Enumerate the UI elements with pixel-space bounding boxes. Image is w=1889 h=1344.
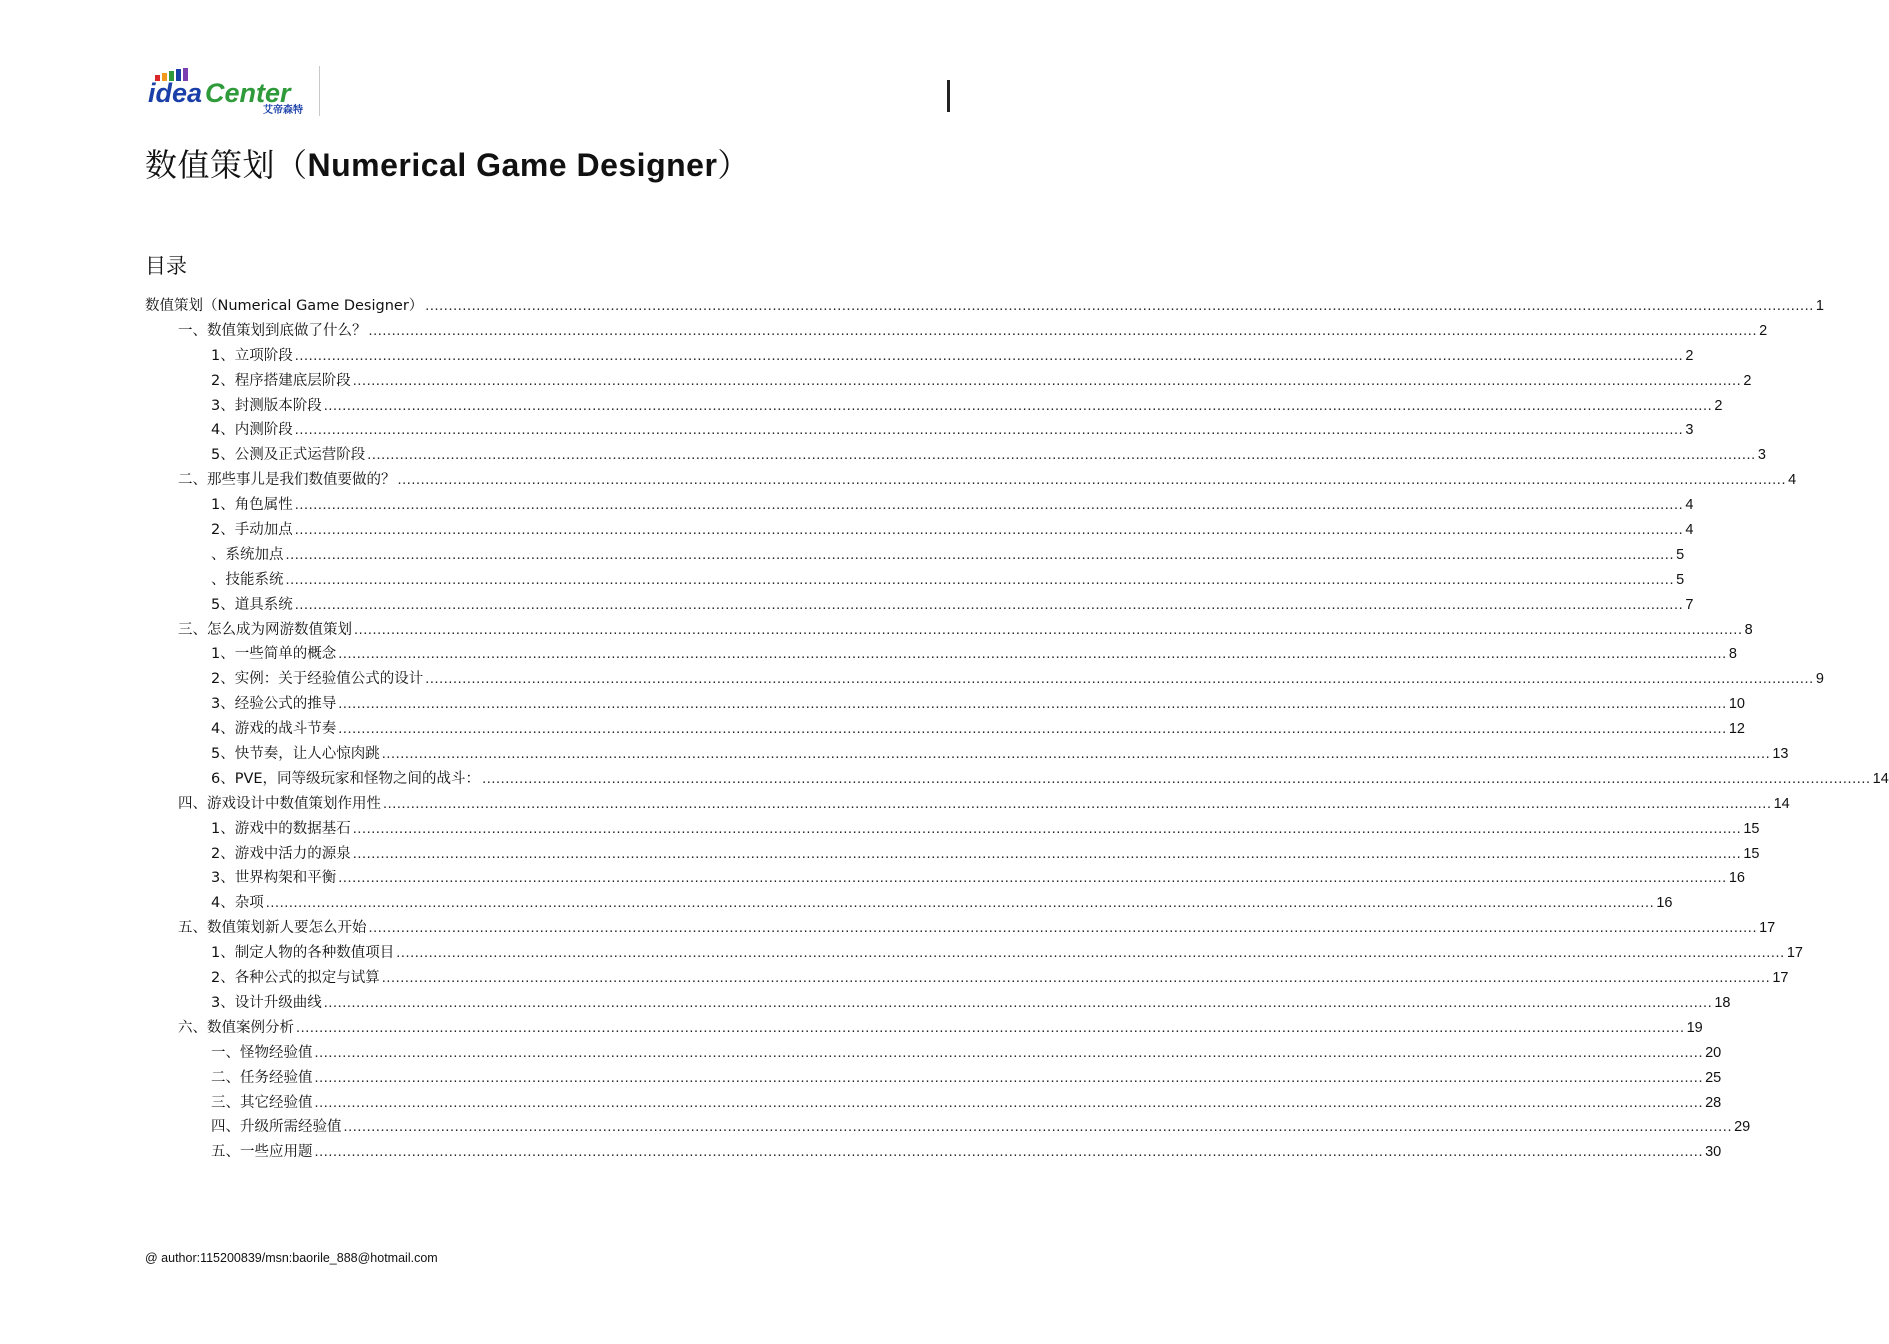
toc-entry-label: 5、道具系统: [211, 596, 293, 613]
toc-leader-dots: ............................................................................................................................................................................................................................................................................................................: [323, 397, 1713, 414]
title-close: ）: [717, 146, 750, 184]
toc-entry-page: 14: [1773, 795, 1790, 812]
toc-entry[interactable]: [145, 618, 1753, 643]
toc-leader-dots: ............................................................................................................................................................................................................................................................................................................: [381, 970, 1771, 987]
toc-leader-dots: ............................................................................................................................................................................................................................................................................................................: [368, 920, 1758, 937]
title-cn: 数值策划（: [145, 146, 308, 184]
toc-leader-dots: ............................................................................................................................................................................................................................................................................................................: [354, 621, 1743, 638]
toc-entry[interactable]: [145, 667, 1824, 692]
toc-leader-dots: ............................................................................................................................................................................................................................................................................................................: [323, 994, 1713, 1011]
toc-entry[interactable]: [145, 991, 1731, 1016]
toc-entry-label: 1、制定人物的各种数值项目: [211, 945, 395, 962]
toc-leader-dots: ............................................................................................................................................................................................................................................................................................................: [265, 895, 1655, 912]
toc-entry-label: 2、各种公式的拟定与试算: [211, 970, 380, 987]
toc-entry[interactable]: [145, 593, 1694, 618]
toc-entry[interactable]: [145, 817, 1760, 842]
toc-entry-label: 一、数值策划到底做了什么？: [178, 322, 367, 339]
toc-entry[interactable]: [145, 742, 1789, 767]
logo-word-idea: idea: [148, 78, 203, 108]
toc-leader-dots: ............................................................................................................................................................................................................................................................................................................: [314, 1094, 1704, 1111]
toc-entry-page: 2: [1743, 372, 1752, 389]
toc-leader-dots: ............................................................................................................................................................................................................................................................................................................: [425, 671, 1814, 688]
toc-leader-dots: ............................................................................................................................................................................................................................................................................................................: [352, 845, 1742, 862]
toc-heading: 目录: [145, 254, 187, 278]
toc-entry-page: 28: [1705, 1094, 1722, 1111]
toc-entry[interactable]: [145, 1091, 1722, 1116]
toc-entry-label: 三、怎么成为网游数值策划: [178, 621, 352, 638]
toc-leader-dots: ............................................................................................................................................................................................................................................................................................................: [338, 646, 1727, 663]
toc-entry-page: 20: [1705, 1044, 1722, 1061]
toc-leader-dots: ............................................................................................................................................................................................................................................................................................................: [314, 1144, 1704, 1161]
toc-entry-label: 、技能系统: [211, 571, 284, 588]
toc-leader-dots: ............................................................................................................................................................................................................................................................................................................: [314, 1069, 1704, 1086]
toc-entry-page: 29: [1734, 1119, 1751, 1136]
toc-leader-dots: ............................................................................................................................................................................................................................................................................................................: [381, 746, 1771, 763]
toc-leader-dots: ............................................................................................................................................................................................................................................................................................................: [396, 945, 1785, 962]
toc-entry[interactable]: [145, 1115, 1751, 1140]
logo-chinese: 艾帝森特: [263, 105, 303, 116]
toc-entry-page: 15: [1743, 845, 1760, 862]
toc-entry-label: 六、数值案例分析: [178, 1019, 294, 1036]
toc-entry-label: 6、PVE，同等级玩家和怪物之间的战斗：: [211, 770, 481, 787]
toc-entry-label: 5、快节奏，让人心惊肉跳: [211, 746, 380, 763]
idea-center-logo: [145, 66, 319, 116]
toc-entry-label: 4、内测阶段: [211, 422, 293, 439]
toc-leader-dots: ............................................................................................................................................................................................................................................................................................................: [352, 372, 1742, 389]
toc-entry-label: 2、程序搭建底层阶段: [211, 372, 351, 389]
toc-entry-page: 1: [1815, 298, 1824, 314]
toc-entry-page: 10: [1728, 696, 1745, 713]
toc-leader-dots: ............................................................................................................................................................................................................................................................................................................: [294, 347, 1684, 364]
toc-leader-dots: ............................................................................................................................................................................................................................................................................................................: [352, 820, 1742, 837]
toc-entry-page: 7: [1685, 596, 1694, 613]
toc-entry-page: 25: [1705, 1069, 1722, 1086]
toc-entry[interactable]: [145, 692, 1745, 717]
title-en: Numerical Game Designer: [307, 147, 718, 183]
toc-entry-page: 9: [1815, 671, 1824, 688]
toc-entry-page: 17: [1759, 920, 1776, 937]
toc-leader-dots: ............................................................................................................................................................................................................................................................................................................: [294, 497, 1684, 514]
toc-entry[interactable]: [145, 717, 1745, 742]
toc-entry-page: 4: [1685, 522, 1694, 539]
toc-entry-label: 四、升级所需经验值: [211, 1119, 342, 1136]
toc-leader-dots: ............................................................................................................................................................................................................................................................................................................: [338, 696, 1727, 713]
toc-entry[interactable]: [145, 493, 1694, 518]
toc-entry[interactable]: [145, 891, 1673, 916]
toc-entry-page: 3: [1685, 422, 1694, 439]
toc-entry-page: 8: [1728, 646, 1737, 663]
edge-mark: [947, 80, 950, 112]
toc-leader-dots: ............................................................................................................................................................................................................................................................................................................: [338, 870, 1727, 887]
toc-entry[interactable]: [145, 1140, 1722, 1165]
table-of-contents: [145, 294, 1889, 1165]
toc-entry[interactable]: [145, 518, 1694, 543]
toc-entry-label: 数值策划（Numerical Game Designer）: [145, 298, 424, 314]
toc-entry-label: 1、立项阶段: [211, 347, 293, 364]
document-title: [145, 140, 750, 186]
toc-leader-dots: ............................................................................................................................................................................................................................................................................................................: [482, 770, 1871, 787]
toc-entry-page: 4: [1685, 497, 1694, 514]
toc-entry[interactable]: [145, 568, 1685, 593]
toc-entry[interactable]: [145, 294, 1824, 319]
toc-entry-label: 、系统加点: [211, 546, 284, 563]
toc-entry-page: 12: [1728, 721, 1745, 738]
toc-entry[interactable]: [145, 842, 1760, 867]
toc-leader-dots: ............................................................................................................................................................................................................................................................................................................: [383, 795, 1772, 812]
toc-entry-page: 17: [1786, 945, 1803, 962]
toc-entry[interactable]: [145, 916, 1776, 941]
toc-leader-dots: ............................................................................................................................................................................................................................................................................................................: [294, 422, 1684, 439]
toc-entry-page: 3: [1757, 447, 1766, 464]
toc-entry[interactable]: [145, 394, 1723, 419]
toc-entry[interactable]: [145, 966, 1789, 991]
toc-entry-label: 1、游戏中的数据基石: [211, 820, 351, 837]
toc-entry[interactable]: [145, 792, 1790, 817]
toc-entry[interactable]: [145, 1041, 1722, 1066]
toc-entry[interactable]: [145, 543, 1685, 568]
toc-entry-page: 13: [1772, 746, 1789, 763]
toc-entry[interactable]: [145, 344, 1694, 369]
toc-leader-dots: ............................................................................................................................................................................................................................................................................................................: [285, 571, 1675, 588]
toc-entry-page: 30: [1705, 1144, 1722, 1161]
footer-author: @ author:115200839/msn:baorile_888@hotmail.com: [145, 1251, 438, 1265]
toc-entry-label: 二、那些事儿是我们数值要做的？: [178, 472, 396, 489]
toc-entry-label: 2、手动加点: [211, 522, 293, 539]
toc-entry-page: 2: [1685, 347, 1694, 364]
toc-entry-label: 二、任务经验值: [211, 1069, 313, 1086]
toc-entry[interactable]: [145, 642, 1737, 667]
toc-entry-page: 14: [1872, 770, 1889, 787]
toc-entry-label: 5、公测及正式运营阶段: [211, 447, 366, 464]
toc-leader-dots: ............................................................................................................................................................................................................................................................................................................: [397, 472, 1787, 489]
toc-leader-dots: ............................................................................................................................................................................................................................................................................................................: [338, 721, 1727, 738]
toc-entry-label: 1、角色属性: [211, 497, 293, 514]
toc-entry-page: 16: [1728, 870, 1745, 887]
toc-entry-page: 5: [1676, 571, 1685, 588]
toc-entry-label: 3、封测版本阶段: [211, 397, 322, 414]
toc-leader-dots: ............................................................................................................................................................................................................................................................................................................: [294, 596, 1684, 613]
toc-entry[interactable]: [145, 866, 1745, 891]
logo-word-center: Center: [205, 78, 291, 108]
toc-leader-dots: ............................................................................................................................................................................................................................................................................................................: [285, 546, 1675, 563]
toc-entry-page: 8: [1744, 621, 1753, 638]
toc-entry-page: 16: [1656, 895, 1673, 912]
toc-leader-dots: ............................................................................................................................................................................................................................................................................................................: [368, 322, 1758, 339]
toc-entry[interactable]: [145, 418, 1694, 443]
toc-entry-label: 3、世界构架和平衡: [211, 870, 337, 887]
toc-entry-label: 三、其它经验值: [211, 1094, 313, 1111]
toc-entry-page: 2: [1759, 322, 1768, 339]
toc-entry-label: 1、一些简单的概念: [211, 646, 337, 663]
toc-entry-label: 3、设计升级曲线: [211, 994, 322, 1011]
toc-entry[interactable]: [145, 1066, 1722, 1091]
toc-leader-dots: ............................................................................................................................................................................................................................................................................................................: [425, 298, 1814, 314]
toc-leader-dots: ............................................................................................................................................................................................................................................................................................................: [314, 1044, 1704, 1061]
toc-leader-dots: ............................................................................................................................................................................................................................................................................................................: [367, 447, 1756, 464]
toc-leader-dots: ............................................................................................................................................................................................................................................................................................................: [343, 1119, 1733, 1136]
toc-entry[interactable]: [145, 319, 1768, 344]
toc-entry-label: 一、怪物经验值: [211, 1044, 313, 1061]
toc-entry-page: 19: [1686, 1019, 1703, 1036]
toc-entry-label: 五、数值策划新人要怎么开始: [178, 920, 367, 937]
toc-entry-page: 5: [1676, 546, 1685, 563]
toc-entry-label: 4、游戏的战斗节奏: [211, 721, 337, 738]
toc-entry[interactable]: [145, 369, 1752, 394]
toc-entry-label: 3、经验公式的推导: [211, 696, 337, 713]
toc-entry[interactable]: [145, 468, 1797, 493]
toc-entry-label: 四、游戏设计中数值策划作用性: [178, 795, 381, 812]
toc-leader-dots: ............................................................................................................................................................................................................................................................................................................: [296, 1019, 1685, 1036]
toc-entry-page: 2: [1714, 397, 1723, 414]
toc-entry-label: 五、一些应用题: [211, 1144, 313, 1161]
toc-entry-page: 18: [1714, 994, 1731, 1011]
toc-entry-label: 4、杂项: [211, 895, 264, 912]
toc-entry[interactable]: [145, 1016, 1703, 1041]
toc-entry-page: 15: [1743, 820, 1760, 837]
toc-entry-page: 17: [1772, 970, 1789, 987]
toc-entry-page: 4: [1788, 472, 1797, 489]
toc-entry[interactable]: [145, 941, 1803, 966]
toc-entry[interactable]: [145, 443, 1766, 468]
logo: [145, 66, 320, 116]
toc-entry-label: 2、实例：关于经验值公式的设计: [211, 671, 424, 688]
toc-entry[interactable]: [145, 767, 1889, 792]
toc-entry-label: 2、游戏中活力的源泉: [211, 845, 351, 862]
toc-leader-dots: ............................................................................................................................................................................................................................................................................................................: [294, 522, 1684, 539]
